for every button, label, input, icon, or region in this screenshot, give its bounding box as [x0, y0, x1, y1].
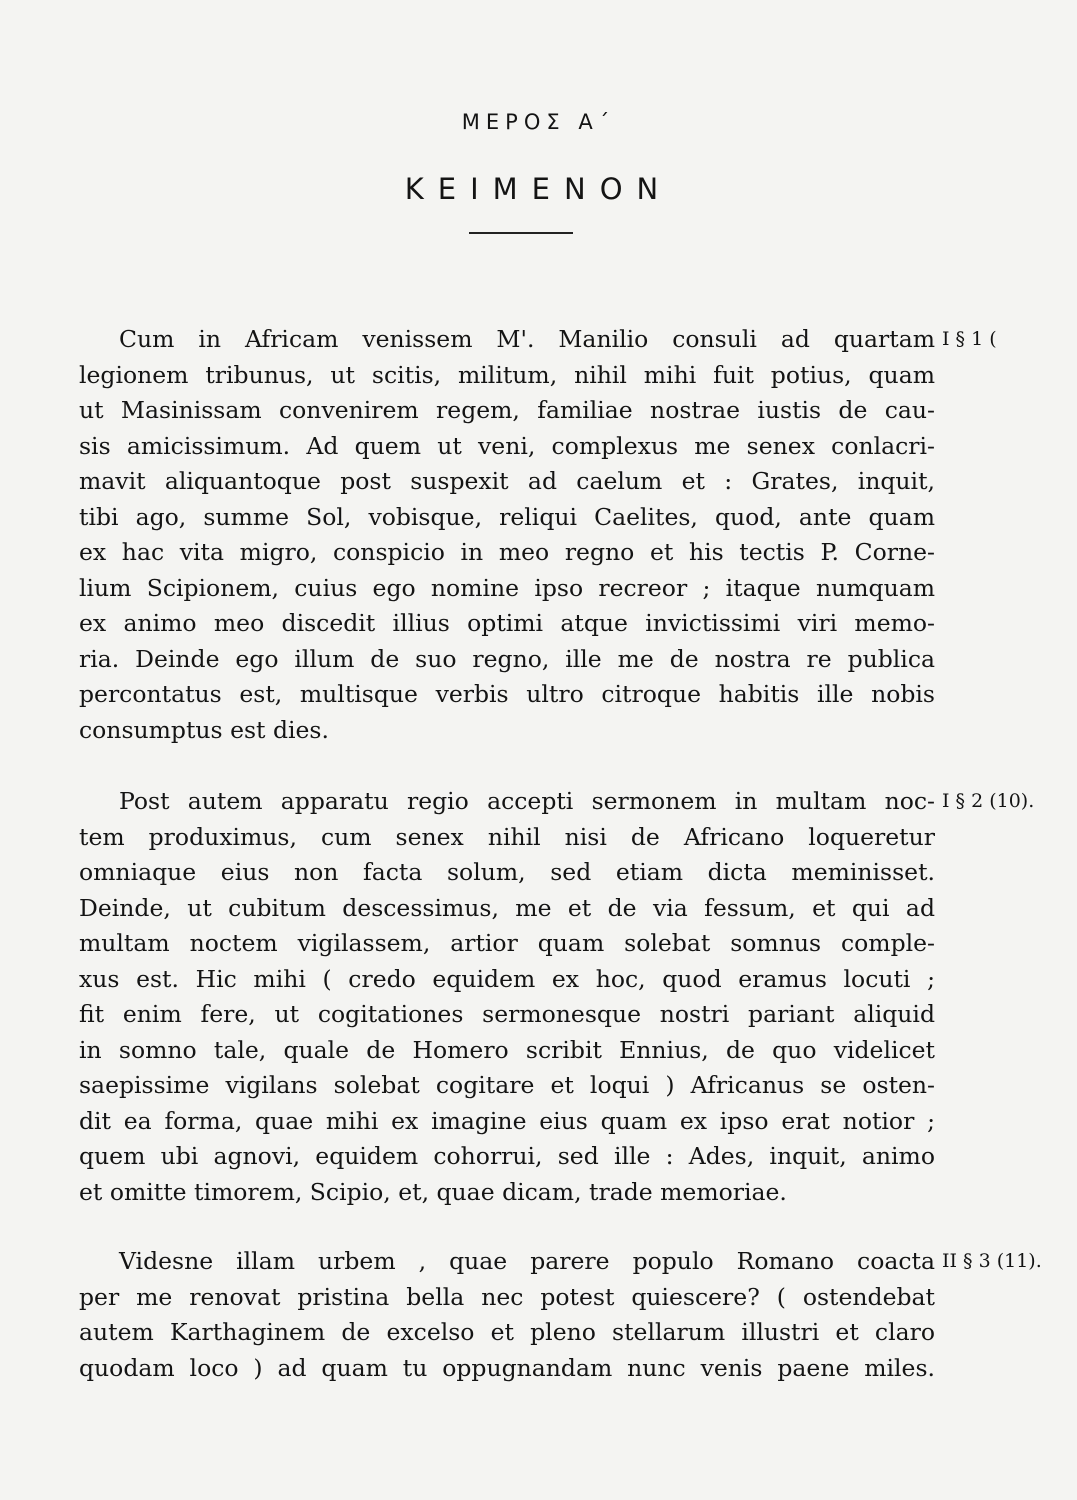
title-divider — [469, 232, 573, 234]
text-line: Videsne illam urbem , quae parere populo Romano coacta — [119, 1247, 935, 1275]
text-line: quodam loco ) ad quam tu oppugnandam nunc venis paene miles. — [79, 1353, 935, 1382]
text-line: multam noctem vigilassem, artior quam solebat somnus comple- — [79, 929, 935, 957]
text-line: ut Masinissam convenirem regem, familiae nostrae iustis de cau- — [79, 396, 935, 424]
text-line: quem ubi agnovi, equidem cohorrui, sed ille : Ades, inquit, animo — [79, 1142, 935, 1170]
paragraph-3 — [79, 1244, 935, 1386]
text-line: dit ea forma, quae mihi ex imagine eius quam ex ipso erat notior ; — [79, 1106, 935, 1135]
section-reference-3: II § 3 (11). — [942, 1250, 1042, 1272]
text-line: ria. Deinde ego illum de suo regno, ille me de nostra re publica — [79, 644, 935, 673]
text-line: tem produximus, cum senex nihil nisi de Africano loqueretur — [79, 822, 935, 851]
text-line: legionem tribunus, ut scitis, militum, nihil mihi fuit potius, quam — [79, 360, 935, 389]
text-line: tibi ago, summe Sol, vobisque, reliqui Caelites, quod, ante quam — [79, 502, 935, 531]
section-reference-1: I § 1 ( — [942, 328, 997, 350]
part-label: ΜΕΡΟΣ Α΄ — [461, 110, 616, 134]
text-line: Cum in Africam venissem M'. Manilio consuli ad quartam — [119, 325, 935, 353]
section-reference-2: I § 2 (10). — [942, 790, 1035, 812]
text-line: fit enim fere, ut cogitationes sermonesque nostri pariant aliquid — [79, 1000, 935, 1028]
text-line: percontatus est, multisque verbis ultro citroque habitis ille nobis — [79, 680, 935, 708]
page-title: ΚΕΙΜΕΝΟΝ — [404, 172, 673, 206]
text-line: Post autem apparatu regio accepti sermonem in multam noc- — [119, 787, 935, 815]
text-line: ex animo meo discedit illius optimi atque invictissimi viri memo- — [79, 609, 935, 637]
text-line: lium Scipionem, cuius ego nomine ipso recreor ; itaque numquam — [79, 573, 935, 602]
paragraph-2 — [79, 784, 935, 1210]
text-line: Deinde, ut cubitum descessimus, me et de via fessum, et qui ad — [79, 893, 935, 922]
text-line: sis amicissimum. Ad quem ut veni, complexus me senex conlacri- — [79, 431, 935, 460]
text-line: ex hac vita migro, conspicio in meo regno et his tectis P. Corne- — [79, 538, 935, 566]
text-line: mavit aliquantoque post suspexit ad caelum et : Grates, inquit, — [79, 467, 935, 495]
text-line: xus est. Hic mihi ( credo equidem ex hoc, quod eramus locuti ; — [79, 964, 935, 993]
text-line: in somno tale, quale de Homero scribit Ennius, de quo videlicet — [79, 1035, 935, 1064]
text-line: per me renovat pristina bella nec potest quiescere? ( ostendebat — [79, 1282, 935, 1311]
text-line: consumptus est dies. — [79, 715, 329, 744]
paragraph-1 — [79, 322, 935, 748]
text-line: et omitte timorem, Scipio, et, quae dicam, trade memoriae. — [79, 1177, 787, 1206]
text-line: saepissime vigilans solebat cogitare et loqui ) Africanus se osten- — [79, 1071, 935, 1099]
text-line: omniaque eius non facta solum, sed etiam dicta meminisset. — [79, 858, 935, 886]
text-line: autem Karthaginem de excelso et pleno stellarum illustri et claro — [79, 1318, 935, 1346]
